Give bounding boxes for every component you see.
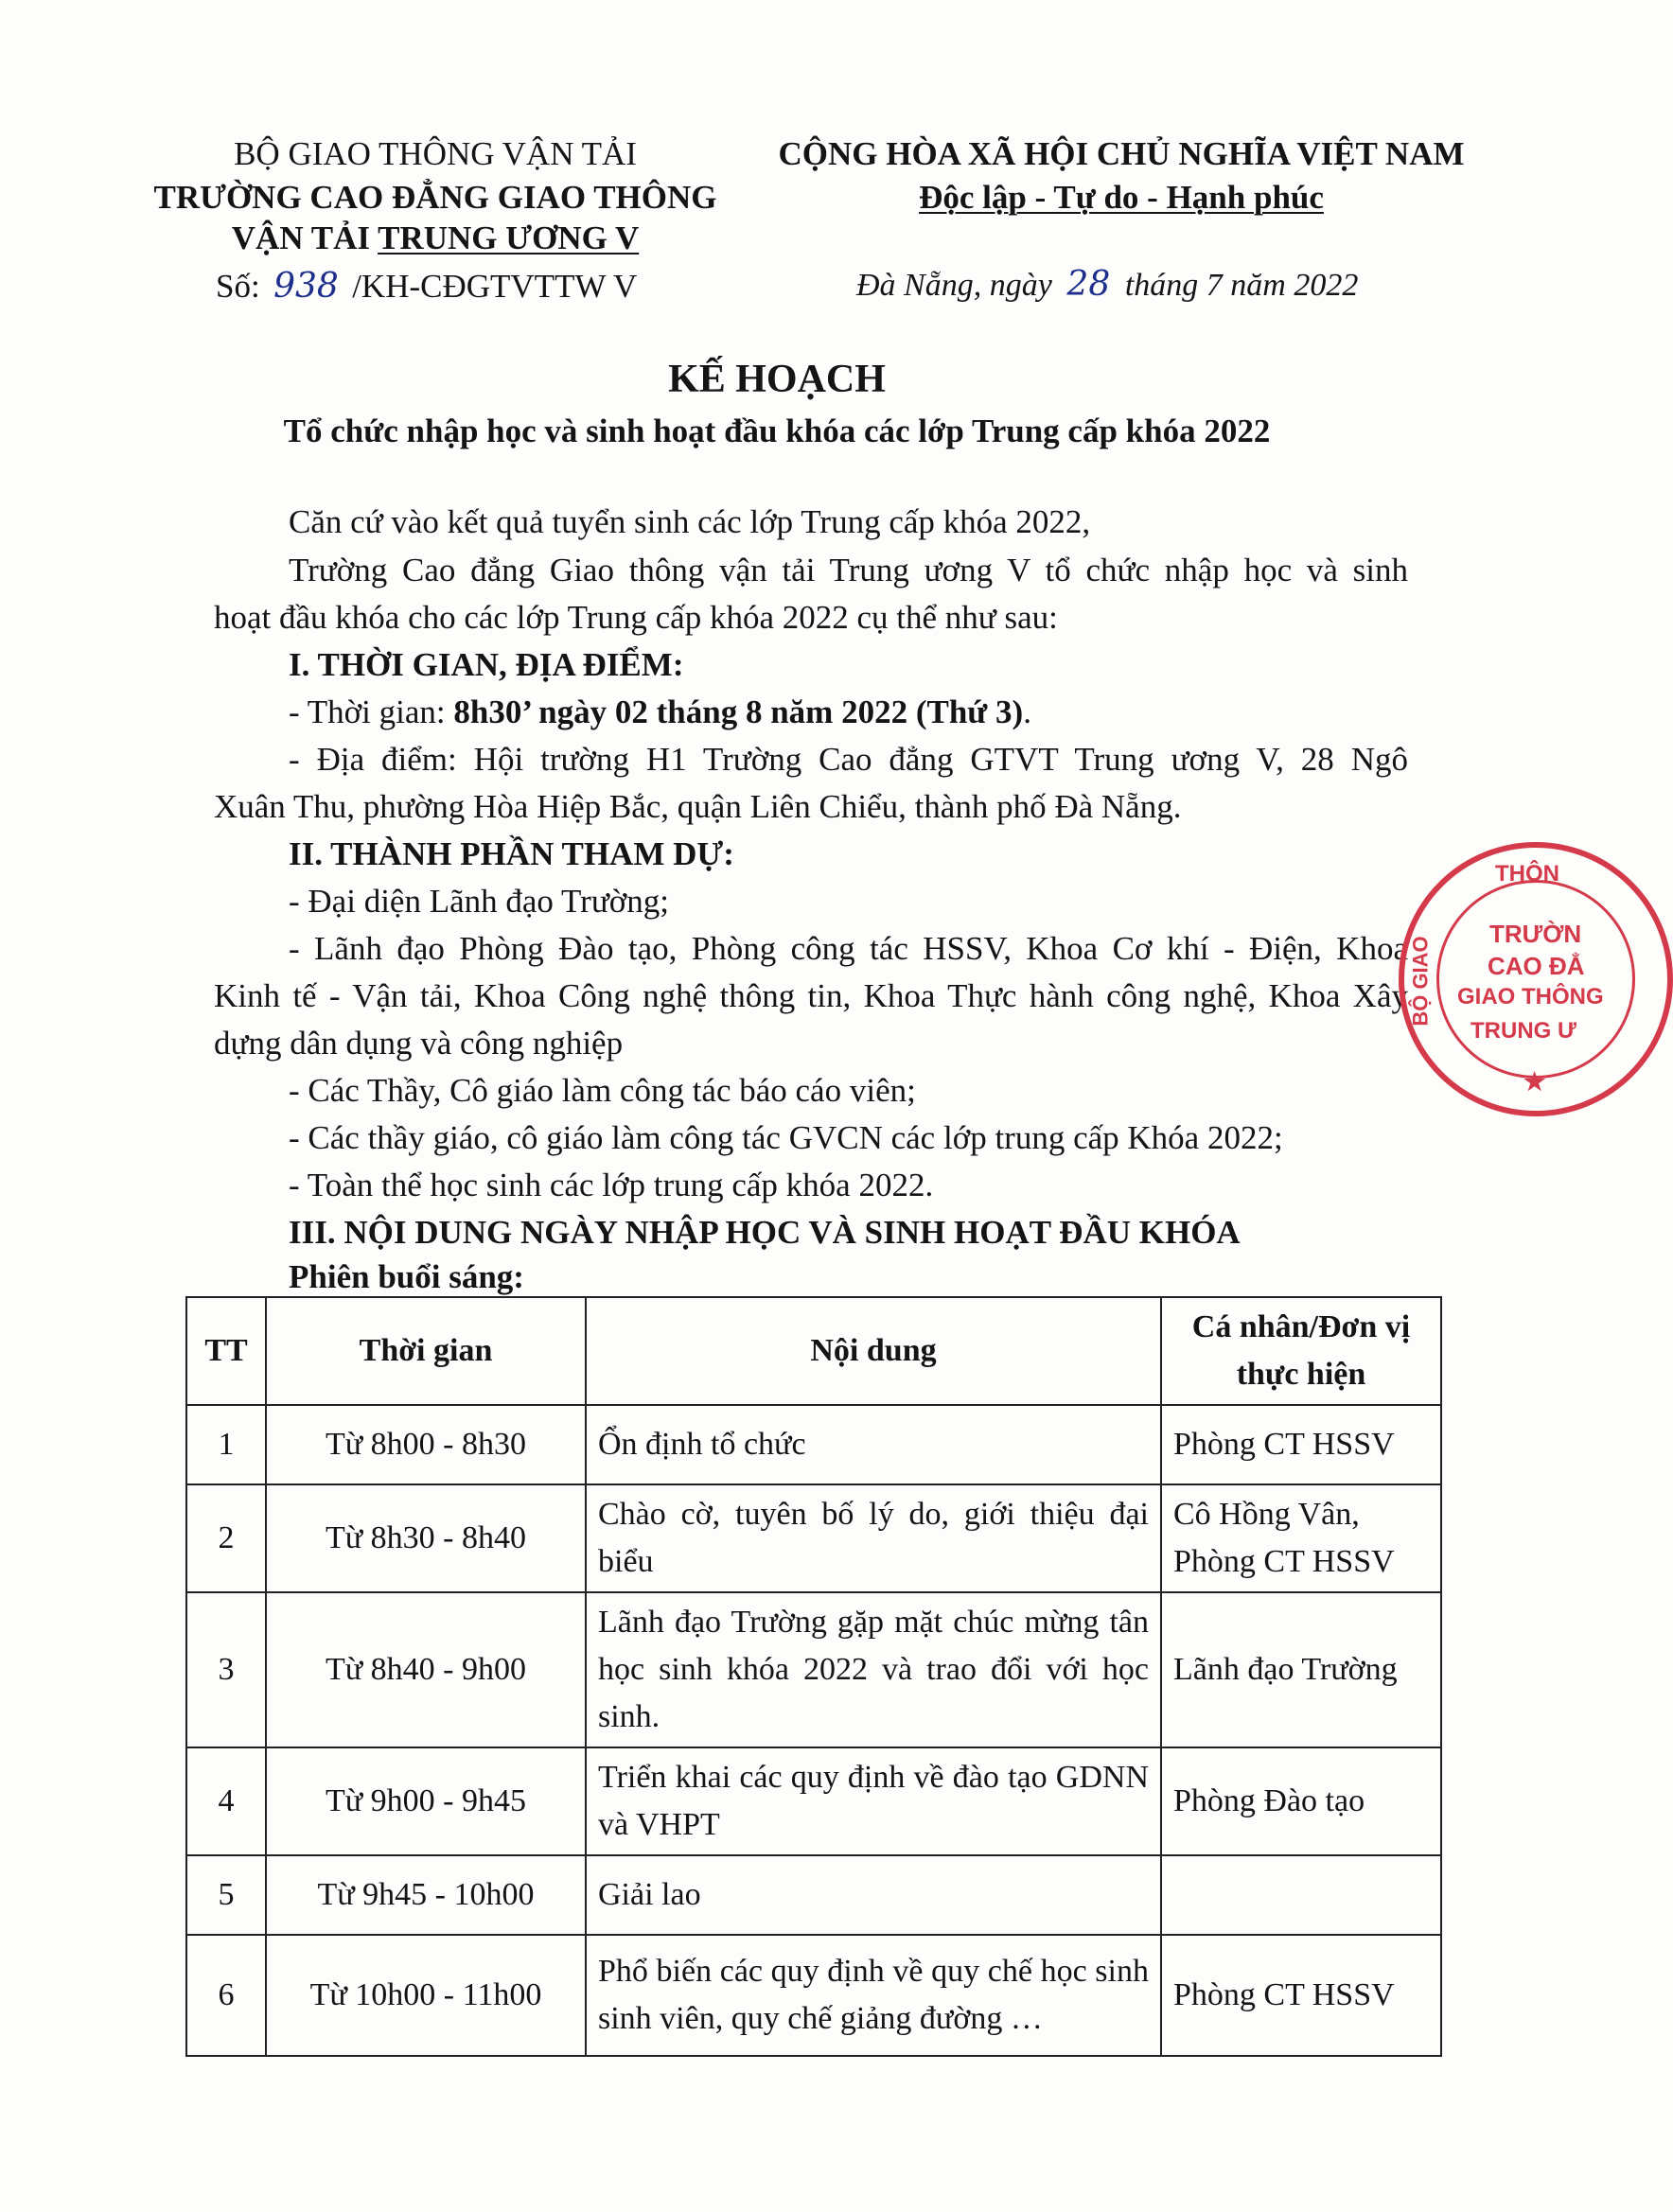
- section-2-heading: II. THÀNH PHẦN THAM DỰ:: [289, 835, 734, 872]
- cell-tt: 4: [186, 1747, 266, 1855]
- document-title: KẾ HOẠCH: [668, 358, 886, 401]
- doc-no-label: Số:: [216, 268, 260, 305]
- header-owner: Cá nhân/Đơn vị thực hiện: [1161, 1297, 1441, 1405]
- place-line2: Xuân Thu, phường Hòa Hiệp Bắc, quận Liên Chiểu, thành phố Đà Nẵng.: [214, 788, 1182, 825]
- doc-no-suffix: /KH-CĐGTVTTW V: [352, 268, 638, 305]
- official-stamp: [1399, 842, 1673, 1116]
- header-content: Nội dung: [586, 1297, 1161, 1405]
- cell-owner: Phòng CT HSSV: [1161, 1935, 1441, 2056]
- school-name-line1: TRƯỜNG CAO ĐẲNG GIAO THÔNG: [153, 179, 717, 216]
- cell-owner: [1161, 1855, 1441, 1935]
- cell-owner: Phòng Đào tạo: [1161, 1747, 1441, 1855]
- stamp-line4: TRUNG Ư: [1470, 1018, 1576, 1044]
- cell-content: Phổ biến các quy định về quy chế học sinh sinh viên, quy chế giảng đường …: [586, 1935, 1161, 2056]
- cell-content: Triển khai các quy định về đào tạo GDNN và VHPT: [586, 1747, 1161, 1855]
- cell-tt: 5: [186, 1855, 266, 1935]
- cell-tt: 6: [186, 1935, 266, 2056]
- attendee-2-line2: Kinh tế - Vận tải, Khoa Công nghệ thông tin, Khoa Thực hành công nghệ, Khoa Xây: [214, 977, 1408, 1014]
- section-3-heading: III. NỘI DUNG NGÀY NHẬP HỌC VÀ SINH HOẠT ĐẦU KHÓA: [289, 1214, 1241, 1251]
- session-label: Phiên buổi sáng:: [289, 1258, 524, 1295]
- national-motto-text: Độc lập - Tự do - Hạnh phúc: [919, 179, 1324, 216]
- national-motto: [757, 176, 1486, 219]
- place-line1: - Địa điểm: Hội trường H1 Trường Cao đẳng GTVT Trung ương V, 28 Ngô: [289, 741, 1408, 778]
- issue-date: [856, 263, 1358, 307]
- paragraph-basis: Căn cứ vào kết quả tuyển sinh các lớp Trung cấp khóa 2022,: [289, 503, 1091, 540]
- attendee-3: - Các Thầy, Cô giáo làm công tác báo cáo viên;: [289, 1072, 916, 1109]
- cell-tt: 3: [186, 1592, 266, 1747]
- school-name-line2-a: VẬN TẢI: [231, 219, 379, 256]
- stamp-top-text: THÔN: [1495, 861, 1559, 887]
- time-end: .: [1023, 693, 1031, 730]
- attendee-1: - Đại diện Lãnh đạo Trường;: [289, 883, 670, 920]
- cell-time: Từ 10h00 - 11h00: [266, 1935, 586, 2056]
- table-row: [186, 1747, 1441, 1855]
- paragraph-intro-line2: hoạt đầu khóa cho các lớp Trung cấp khóa 2022 cụ thể như sau:: [214, 599, 1058, 636]
- table-row: [186, 1935, 1441, 2056]
- schedule-table: [185, 1296, 1442, 2057]
- stamp-line2: CAO ĐẲ: [1488, 952, 1585, 980]
- stamp-star: ★: [1523, 1067, 1546, 1096]
- date-suffix: tháng 7 năm 2022: [1124, 268, 1359, 303]
- cell-tt: 1: [186, 1405, 266, 1484]
- time-value: 8h30’ ngày 02 tháng 8 năm 2022 (Thứ 3): [453, 693, 1024, 730]
- school-name-line2-b: TRUNG ƯƠNG V: [378, 219, 640, 256]
- header-tt: TT: [186, 1297, 266, 1405]
- attendee-2-line3: dựng dân dụng và công nghiệp: [214, 1025, 624, 1062]
- ministry-name: BỘ GIAO THÔNG VẬN TẢI: [234, 135, 637, 172]
- date-prefix: Đà Nẵng, ngày: [856, 268, 1052, 303]
- table-row: [186, 1405, 1441, 1484]
- time-line: [289, 689, 1031, 736]
- table-row: [186, 1855, 1441, 1935]
- cell-tt: 2: [186, 1484, 266, 1592]
- cell-time: Từ 8h00 - 8h30: [266, 1405, 586, 1484]
- paragraph-intro-line1: Trường Cao đẳng Giao thông vận tải Trung ương V tổ chức nhập học và sinh: [289, 552, 1408, 588]
- header-time: Thời gian: [266, 1297, 586, 1405]
- republic-name: CỘNG HÒA XÃ HỘI CHỦ NGHĨA VIỆT NAM: [778, 135, 1465, 172]
- cell-time: Từ 8h30 - 8h40: [266, 1484, 586, 1592]
- cell-content: Chào cờ, tuyên bố lý do, giới thiệu đại biểu: [586, 1484, 1161, 1592]
- stamp-line3: GIAO THÔNG: [1457, 984, 1604, 1009]
- table-row: [186, 1592, 1441, 1747]
- stamp-left-text: BỘ GIAO: [1408, 936, 1433, 1027]
- date-day-handwritten: 28: [1066, 265, 1111, 304]
- cell-time: Từ 8h40 - 9h00: [266, 1592, 586, 1747]
- attendee-4: - Các thầy giáo, cô giáo làm công tác GVCN các lớp trung cấp Khóa 2022;: [289, 1119, 1283, 1156]
- table-row: [186, 1484, 1441, 1592]
- attendee-5: - Toàn thể học sinh các lớp trung cấp khóa 2022.: [289, 1167, 934, 1203]
- cell-owner: Cô Hồng Vân, Phòng CT HSSV: [1161, 1484, 1441, 1592]
- table-header-row: [186, 1297, 1441, 1405]
- time-label: - Thời gian:: [289, 693, 454, 730]
- cell-content: Giải lao: [586, 1855, 1161, 1935]
- cell-time: Từ 9h00 - 9h45: [266, 1747, 586, 1855]
- cell-time: Từ 9h45 - 10h00: [266, 1855, 586, 1935]
- cell-owner: Lãnh đạo Trường: [1161, 1592, 1441, 1747]
- document-number: [216, 265, 637, 308]
- cell-owner: Phòng CT HSSV: [1161, 1405, 1441, 1484]
- cell-content: Lãnh đạo Trường gặp mặt chúc mừng tân học sinh khóa 2022 và trao đổi với học sinh.: [586, 1592, 1161, 1747]
- stamp-line1: TRƯỜN: [1489, 920, 1582, 948]
- doc-no-handwritten: 938: [273, 267, 339, 306]
- attendee-2-line1: - Lãnh đạo Phòng Đào tạo, Phòng công tác HSSV, Khoa Cơ khí - Điện, Khoa: [289, 930, 1408, 967]
- school-name-line2: [142, 217, 729, 260]
- document-subtitle: Tổ chức nhập học và sinh hoạt đầu khóa các lớp Trung cấp khóa 2022: [283, 413, 1271, 449]
- cell-content: Ổn định tổ chức: [586, 1405, 1161, 1484]
- section-1-heading: I. THỜI GIAN, ĐỊA ĐIỂM:: [289, 646, 684, 683]
